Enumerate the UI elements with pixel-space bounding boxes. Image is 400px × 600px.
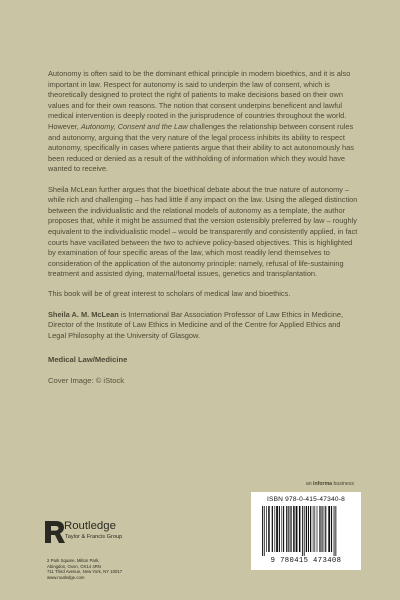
barcode-bar <box>335 506 336 556</box>
blurb-paragraph-2: Sheila McLean further argues that the bioethical debate about the true nature of autonomy – while rich and challenging – has had little if any impact on the law. Using the alleged distinction between the individualistic and the relational models of autonomy as a template, the author proposes that, while it might be assumed that the version ostensibly preferred by law – roughly equivalent to the individualistic model – would be transparently and consistently applied, in fact courts have vacillated between the two to achieve policy-based objectives. This is highlighted by examination of four specific areas of the law, which most readily lend themselves to consideration of the application of the autonomy principle: namely, refusal of life-sustaining treatment and assisted dying, maternal/foetal issues, genetics and transplantation. <box>48 184 358 279</box>
barcode-bar <box>266 506 267 552</box>
informa-business-tag <box>306 481 354 487</box>
publisher-name: Routledge <box>64 520 116 532</box>
barcode-bars <box>261 506 351 556</box>
barcode-bar <box>331 506 332 552</box>
address-line-2: Abingdon, Oxon, OX14 4RN <box>47 563 101 569</box>
subject-category: Medical Law/Medicine <box>48 355 128 365</box>
author-name: Sheila A. M. McLean <box>48 309 119 319</box>
barcode-bar <box>290 506 291 552</box>
publisher-address <box>47 558 122 580</box>
barcode-bar <box>304 506 305 556</box>
barcode-bar <box>281 506 282 552</box>
routledge-logo-icon <box>42 520 66 544</box>
barcode-bar <box>317 506 318 552</box>
isbn-barcode <box>251 492 361 570</box>
barcode-bar <box>286 506 287 552</box>
address-line-1: 2 Park Square, Milton Park, <box>47 558 100 563</box>
blurb <box>48 69 360 387</box>
barcode-bar <box>276 506 278 552</box>
author-bio <box>48 310 360 342</box>
address-line-3: 711 Third Avenue, New York, NY 10017 <box>47 569 123 575</box>
barcode-bar <box>264 506 265 556</box>
barcode-bar <box>313 506 314 552</box>
publisher-website: www.routledge.com <box>47 574 85 580</box>
cover-image-credit: Cover Image: © iStock <box>48 376 125 386</box>
barcode-bar <box>322 506 323 552</box>
barcode-bar <box>272 506 273 552</box>
isbn-label: ISBN 978-0-415-47340-8 <box>266 496 346 503</box>
book-title-inline: Autonomy, Consent and the Law <box>80 121 188 131</box>
barcode-bar <box>324 506 325 552</box>
barcode-bar <box>262 506 263 556</box>
publisher-group: Taylor & Francis Group <box>65 534 123 540</box>
barcode-bar <box>334 506 335 556</box>
barcode-bar <box>279 506 280 552</box>
barcode-bar <box>325 506 326 552</box>
barcode-bar <box>314 506 315 552</box>
barcode-bar <box>268 506 270 552</box>
barcode-bar <box>306 506 307 552</box>
barcode-bar <box>308 506 309 552</box>
blurb-paragraph-3: This book will be of great interest to scholars of medical law and bioethics. <box>48 289 291 299</box>
barcode-bar <box>319 506 320 552</box>
barcode-bar <box>296 506 298 552</box>
blurb-paragraph-1-start: Autonomy is often said to be the dominant ethical principle in modern bioethics, and it is also important in law. Respect for autonomy is said to underpin the law of consent, which is theoretically designed to protect the right of patients to make decisions based on their own values and for their own reasons. The notion that consent underpins beneficent and lawful medical intervention is deeply rooted in the jurisprudence of countries throughout the world. However, <box>48 69 351 131</box>
barcode-bar <box>299 506 301 552</box>
barcode-bar <box>288 506 289 552</box>
blurb-paragraph-1-end: challenges the relationship between consent rules and autonomy, arguing that the very nature of the legal process inhibits its ability to respect autonomy, specifically in cases where patients argue that their ability to act autonomously has been reduced or denied as a result of the withholding of information which they would have wanted to receive. <box>48 121 354 174</box>
barcode-bar <box>274 506 275 552</box>
barcode-bar <box>302 506 303 556</box>
informa-prefix: an <box>305 481 314 487</box>
blurb-paragraph-1 <box>48 69 360 175</box>
barcode-bar <box>310 506 311 552</box>
informa-suffix: business <box>332 481 354 487</box>
informa-brand: informa <box>313 481 333 487</box>
barcode-bar <box>293 506 295 552</box>
barcode-bar <box>283 506 284 552</box>
author-bio-text: is International Bar Association Professor of Law Ethics in Medicine, Director of the Institute of Law Ethics in Medicine and of the Centre for Applied Ethics and Legal Philosophy at the University of Glasgow. <box>48 309 344 340</box>
barcode-number: 9 780415 473408 <box>270 557 342 565</box>
barcode-bar <box>328 506 330 552</box>
